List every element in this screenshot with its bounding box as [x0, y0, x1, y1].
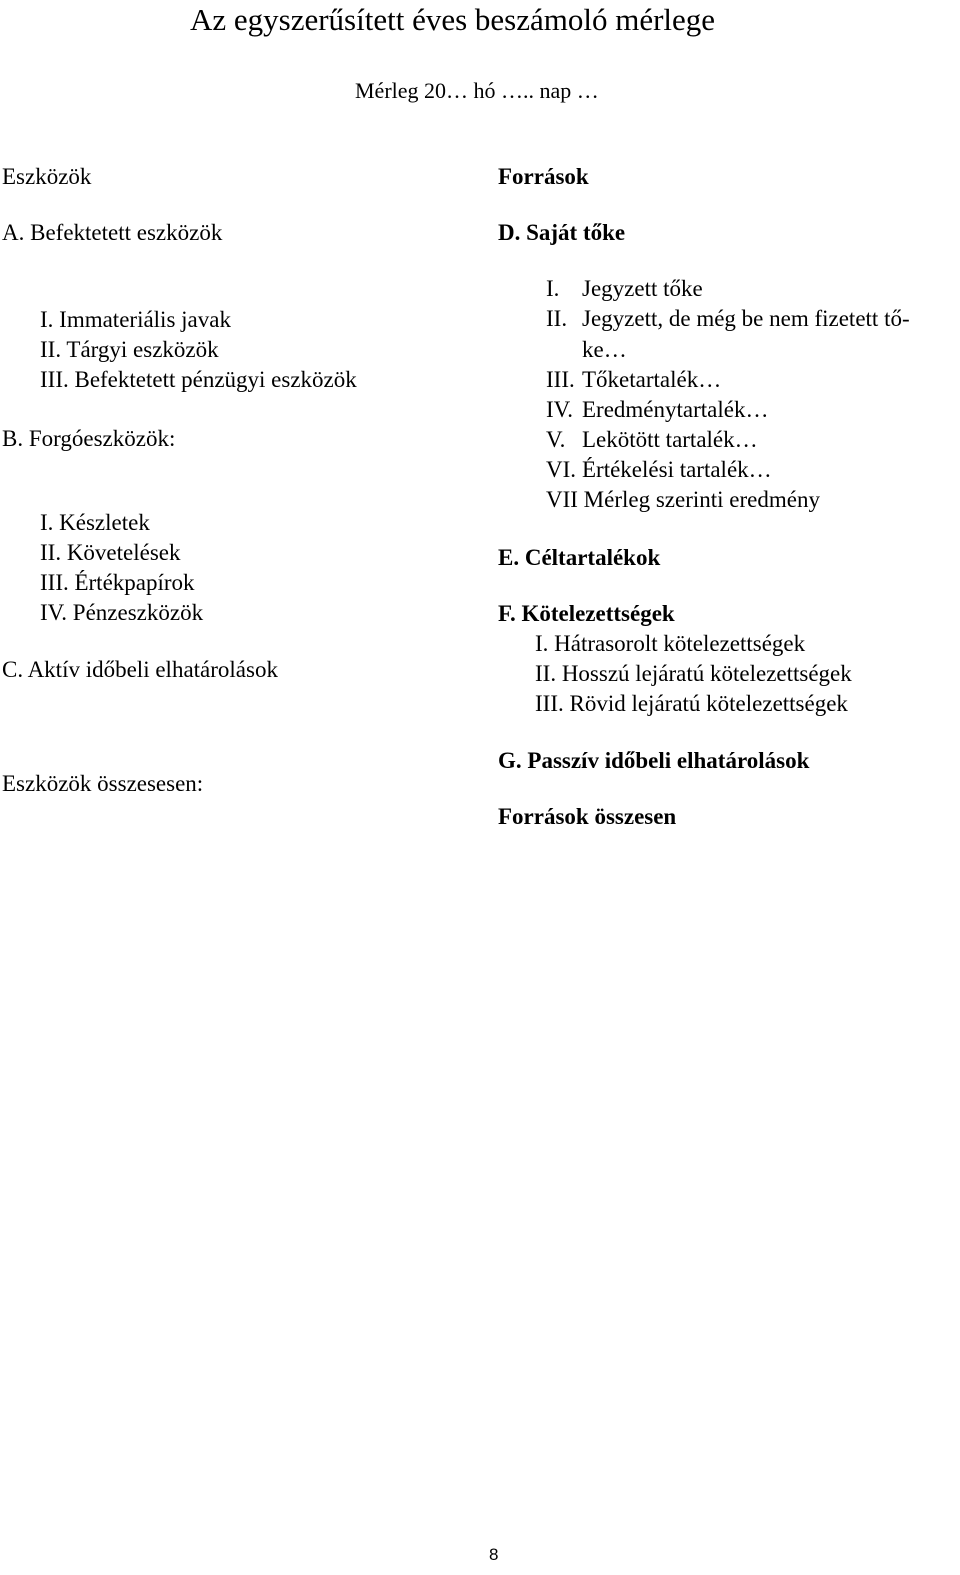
- document-title: Az egyszerűsített éves beszámoló mérlege: [190, 2, 716, 37]
- list-item: IV. Pénzeszközök: [40, 600, 204, 625]
- list-item: I. Immateriális javak: [40, 307, 231, 332]
- item-label: Tőketartalék…: [582, 367, 722, 392]
- list-item: II. Hosszú lejáratú kötelezettségek: [535, 661, 852, 686]
- item-number: III.: [546, 367, 575, 392]
- list-item: I. Hátrasorolt kötelezettségek: [535, 631, 806, 656]
- list-item: III. Értékpapírok: [40, 570, 195, 595]
- item-label: ke…: [582, 337, 627, 362]
- liabilities-total: Források összesen: [498, 804, 677, 829]
- list-item: [546, 277, 703, 300]
- section-c-heading: C. Aktív időbeli elhatárolások: [2, 657, 278, 682]
- section-d-heading: D. Saját tőke: [498, 220, 626, 245]
- list-item: [546, 428, 758, 451]
- item-label: Értékelési tartalék…: [582, 457, 772, 482]
- assets-heading: Eszközök: [2, 164, 92, 189]
- list-item: [546, 488, 820, 511]
- list-item: [546, 398, 768, 421]
- item-number: V.: [546, 427, 566, 452]
- list-item: [546, 368, 721, 391]
- item-label: VII Mérleg szerinti eredmény: [546, 487, 820, 512]
- liabilities-heading: Források: [498, 164, 589, 189]
- section-b-heading: B. Forgóeszközök:: [2, 426, 176, 451]
- list-item: II. Követelések: [40, 540, 181, 565]
- item-label: Jegyzett tőke: [582, 276, 703, 301]
- list-item: II. Tárgyi eszközök: [40, 337, 219, 362]
- list-item: III. Befektetett pénzügyi eszközök: [40, 367, 357, 392]
- list-item: I. Készletek: [40, 510, 150, 535]
- item-number: VI.: [546, 457, 577, 482]
- item-label: Eredménytartalék…: [582, 397, 769, 422]
- document-subtitle: Mérleg 20… hó ….. nap …: [355, 78, 599, 103]
- item-label: Lekötött tartalék…: [582, 427, 758, 452]
- item-number: I.: [546, 276, 560, 301]
- list-item: [546, 307, 910, 330]
- list-item: [546, 458, 772, 481]
- item-number: IV.: [546, 397, 574, 422]
- section-e-heading: E. Céltartalékok: [498, 545, 661, 570]
- section-a-heading: A. Befektetett eszközök: [2, 220, 223, 245]
- list-item: III. Rövid lejáratú kötelezettségek: [535, 691, 848, 716]
- list-item: [546, 338, 627, 361]
- page-number: 8: [489, 1545, 499, 1564]
- item-number: II.: [546, 306, 568, 331]
- section-g-heading: G. Passzív időbeli elhatárolások: [498, 748, 810, 773]
- section-f-heading: F. Kötelezettségek: [498, 601, 675, 626]
- item-label: Jegyzett, de még be nem fizetett tő-: [582, 306, 910, 331]
- assets-total: Eszközök összesesen:: [2, 771, 204, 796]
